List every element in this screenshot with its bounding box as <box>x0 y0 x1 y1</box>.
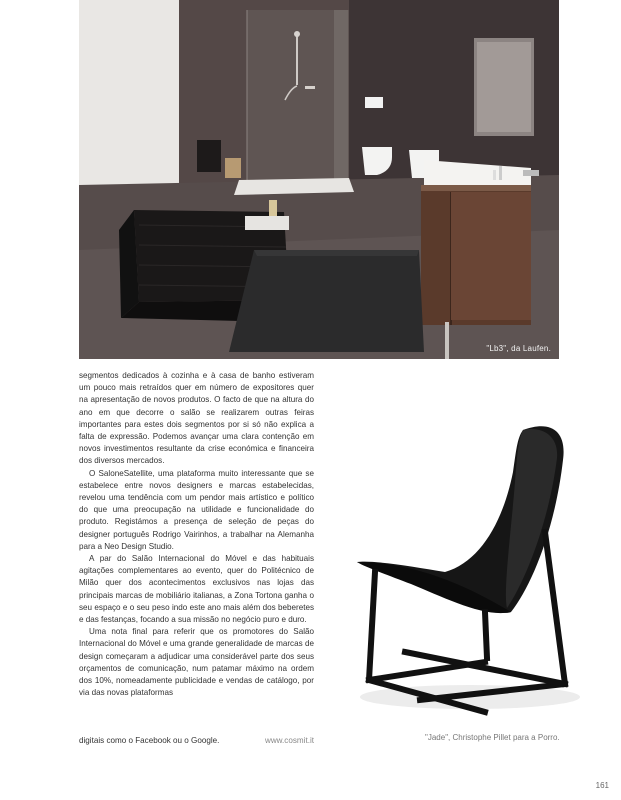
article-paragraph: segmentos dedicados à cozinha e à casa de banho estiveram um pouco mais retraídos quer em número de expositores quer na apresentação de novos produtos. O facto de que na altura do ano em que decorre o salão se realizarem outras feiras importantes para estes dois segmentos por si só não explica a falta de expressão. Podemos avançar uma clara contenção em novos investimentos resultante da crise económica e financeira dos diversos mercados. <box>79 371 314 466</box>
bathroom-illustration <box>79 0 559 359</box>
source-url: www.cosmit.it <box>264 736 314 745</box>
article-closing-line <box>79 735 314 747</box>
article-paragraph: A par do Salão Internacional do Móvel e das habituais agitações complementares ao evento, quer do Politécnico de Milão quer dos acontecimentos exclusivos nas lojas das principais marcas de mobiliário italianas, a Zona Tortona ganha o seu espaço e o seu peso indo este ano mais além dos beberetes e das festanças, focando a sua missão no negócio puro e duro. <box>79 554 314 625</box>
article-paragraph: O SaloneSatellite, uma plataforma muito interessante que se estabelece entre novos designers e marcas estabelecidas, revelou uma tendência com um pendor mais artístico e político do que uma preocupação na utilidade e funcionalidade do produto. Registámos a presença de seleção de peças do designer português Rodrigo Vairinhos, a trabalhar na Alemanha para a Neo Design Studio. <box>79 468 314 551</box>
article-body <box>79 370 314 699</box>
top-photo-caption: "Lb3", da Laufen. <box>486 344 551 353</box>
page-number: 161 <box>595 781 609 790</box>
bathroom-photo <box>79 0 559 359</box>
article-last-line: digitais como o Facebook ou o Google. <box>79 736 220 745</box>
chair-photo-caption: "Jade", Christophe Pillet para a Porro. <box>425 733 560 742</box>
chair-illustration <box>335 412 605 722</box>
chair-photo <box>335 412 605 722</box>
article-paragraph: Uma nota final para referir que os promotores do Salão Internacional do Móvel e uma grande generalidade de marcas de design começaram a adjudicar uma considerável parte dos seus orçamentos de comunicação, num patamar máximo na ordem dos 10%, nomeadamente publicidade e vendas de catálogo, por via das novas plataformas <box>79 627 314 698</box>
